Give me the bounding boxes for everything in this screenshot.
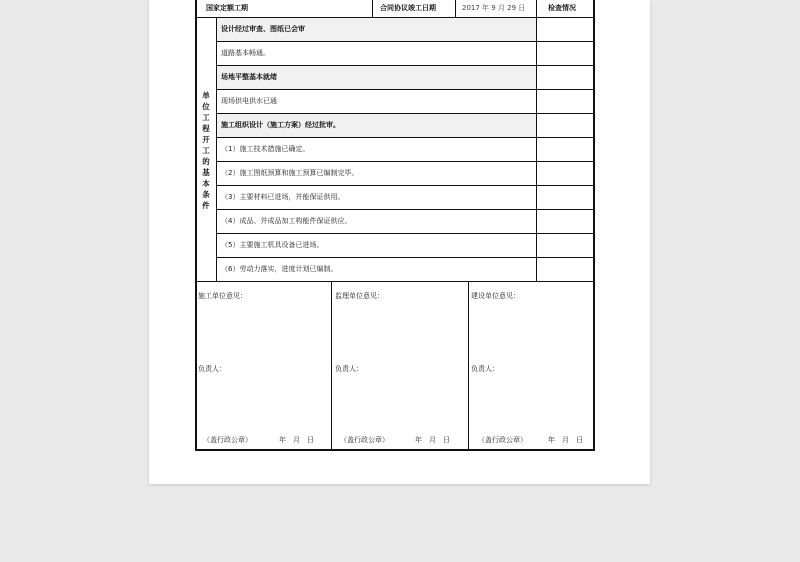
owner-date-label: 年 月 日 bbox=[548, 436, 583, 444]
contractor-opinion-label: 施工单位意见： bbox=[198, 292, 247, 300]
owner-opinion-label: 建设单位意见： bbox=[471, 292, 520, 300]
supervisor-opinion-label: 监理单位意见： bbox=[335, 292, 384, 300]
condition-row: （3）主要材料已进场，并能保证供用。 bbox=[221, 193, 345, 201]
contractor-seal-label: （盖行政公章） bbox=[203, 436, 252, 444]
condition-row: 现场供电供水已通 bbox=[221, 97, 277, 105]
contractor-person-label: 负责人： bbox=[198, 365, 226, 373]
condition-row: （5）主要施工机具设备已进场。 bbox=[221, 241, 324, 249]
condition-row: （1）施工技术措施已确定。 bbox=[221, 145, 310, 153]
contract-completion-label: 合同协议竣工日期 bbox=[380, 3, 436, 12]
contract-completion-date: 2017 年 9 月 29 日 bbox=[462, 3, 526, 12]
contractor-date-label: 年 月 日 bbox=[279, 436, 314, 444]
condition-row: 道路基本畅通。 bbox=[221, 49, 270, 57]
supervisor-person-label: 负责人： bbox=[335, 365, 363, 373]
condition-row: 施工组织设计（施工方案）经过批审。 bbox=[221, 121, 340, 129]
quota-period-label: 国家定额工期 bbox=[206, 3, 248, 12]
condition-row: （6）劳动力落实，进度计划已编制。 bbox=[221, 265, 338, 273]
condition-row: 设计经过审查、图纸已会审 bbox=[221, 25, 305, 33]
condition-row: （2）施工图纸预算和施工预算已编制完毕。 bbox=[221, 169, 359, 177]
owner-seal-label: （盖行政公章） bbox=[478, 436, 527, 444]
supervisor-seal-label: （盖行政公章） bbox=[340, 436, 389, 444]
condition-row: （4）成品、并成品加工构能件保证供应。 bbox=[221, 217, 352, 225]
inspection-header: 检查情况 bbox=[548, 3, 576, 12]
condition-row: 场地平整基本就绪 bbox=[221, 73, 277, 81]
side-label: 单 位 工 程 开 工 的 基 本 条 件 bbox=[202, 91, 210, 210]
supervisor-date-label: 年 月 日 bbox=[415, 436, 450, 444]
owner-person-label: 负责人： bbox=[471, 365, 499, 373]
